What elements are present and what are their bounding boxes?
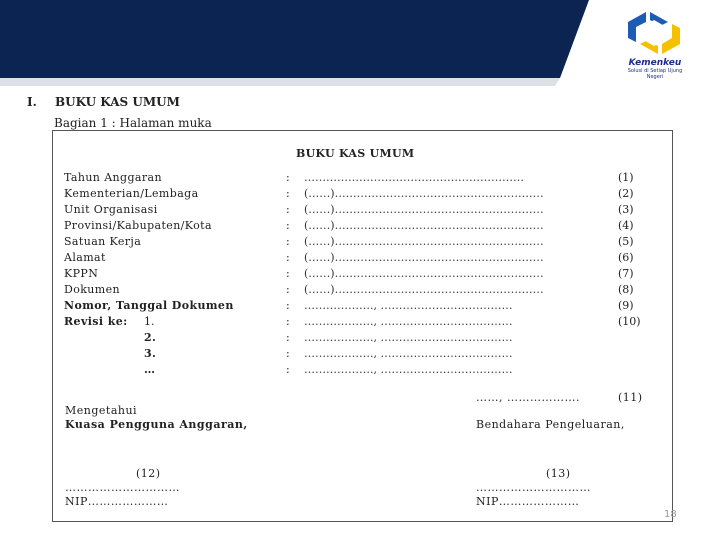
row-label: Dokumen bbox=[64, 283, 121, 296]
signature-right-name-line: ………………………… bbox=[476, 481, 591, 494]
revision-number: … bbox=[144, 363, 156, 376]
revision-row bbox=[64, 347, 664, 363]
page-number: 18 bbox=[664, 509, 677, 520]
row-colon: : bbox=[286, 219, 290, 232]
row-value: ………………., ……………………………… bbox=[304, 299, 513, 312]
row-value: (……)………………………………………………… bbox=[304, 187, 544, 200]
signature-left-role: Kuasa Pengguna Anggaran, bbox=[65, 418, 248, 431]
form-row-provinsi bbox=[64, 219, 664, 235]
signature-left-line1: Mengetahui bbox=[65, 404, 138, 417]
signature-right-code: (13) bbox=[546, 467, 571, 480]
row-code: (10) bbox=[618, 315, 641, 328]
row-code: (4) bbox=[618, 219, 634, 232]
row-value: (……)………………………………………………… bbox=[304, 267, 544, 280]
row-label: Nomor, Tanggal Dokumen bbox=[64, 299, 234, 312]
signature-left-nip: NIP………………… bbox=[65, 495, 169, 508]
row-label: Tahun Anggaran bbox=[64, 171, 162, 184]
signature-left-code: (12) bbox=[136, 467, 161, 480]
row-code: (2) bbox=[618, 187, 634, 200]
row-value: ………………., ……………………………… bbox=[304, 331, 513, 344]
row-colon: : bbox=[286, 203, 290, 216]
form-row-tahun-anggaran bbox=[64, 171, 664, 187]
row-colon: : bbox=[286, 187, 290, 200]
row-label: Kementerian/Lembaga bbox=[64, 187, 199, 200]
row-code: (9) bbox=[618, 299, 634, 312]
row-label: Satuan Kerja bbox=[64, 235, 142, 248]
section-title: BUKU KAS UMUM bbox=[55, 95, 180, 109]
row-code: (8) bbox=[618, 283, 634, 296]
row-colon: : bbox=[286, 171, 290, 184]
row-label: KPPN bbox=[64, 267, 99, 280]
row-colon: : bbox=[286, 251, 290, 264]
row-colon: : bbox=[286, 299, 290, 312]
row-colon: : bbox=[286, 331, 290, 344]
row-colon: : bbox=[286, 267, 290, 280]
row-code: (7) bbox=[618, 267, 634, 280]
row-value: ………………., ……………………………… bbox=[304, 315, 513, 328]
row-value: (……)………………………………………………… bbox=[304, 219, 544, 232]
row-label: Revisi ke: bbox=[64, 315, 128, 328]
form-row-dokumen bbox=[64, 283, 664, 299]
row-code: (6) bbox=[618, 251, 634, 264]
row-label: Unit Organisasi bbox=[64, 203, 158, 216]
date-line-code: (11) bbox=[618, 391, 643, 404]
signature-right-role: Bendahara Pengeluaran, bbox=[476, 418, 625, 431]
form-row-alamat bbox=[64, 251, 664, 267]
header-band bbox=[0, 0, 720, 86]
row-value: ………………., ……………………………… bbox=[304, 363, 513, 376]
row-value: (……)………………………………………………… bbox=[304, 283, 544, 296]
row-code: (3) bbox=[618, 203, 634, 216]
header-shape bbox=[0, 0, 720, 86]
form-row-unit-organisasi bbox=[64, 203, 664, 219]
revision-number: 2. bbox=[144, 331, 157, 344]
form-row-kppn bbox=[64, 267, 664, 283]
row-value: (……)………………………………………………… bbox=[304, 203, 544, 216]
revision-number: 3. bbox=[144, 347, 157, 360]
row-value: (……)………………………………………………… bbox=[304, 251, 544, 264]
row-colon: : bbox=[286, 347, 290, 360]
logo-text bbox=[620, 58, 690, 80]
form-row-nomor-tanggal bbox=[64, 299, 664, 315]
row-colon: : bbox=[286, 235, 290, 248]
row-label: Provinsi/Kabupaten/Kota bbox=[64, 219, 212, 232]
signature-left-name-line: ………………………… bbox=[65, 481, 180, 494]
form-row-satuan-kerja bbox=[64, 235, 664, 251]
row-code: (1) bbox=[618, 171, 634, 184]
row-value: …………………………………………………… bbox=[304, 171, 524, 184]
section-heading bbox=[27, 95, 180, 109]
row-value: ………………., ……………………………… bbox=[304, 347, 513, 360]
revision-row bbox=[64, 363, 664, 379]
form-row-kementerian-lembaga bbox=[64, 187, 664, 203]
signature-right-nip: NIP………………… bbox=[476, 495, 580, 508]
brand-name: Kemenkeu bbox=[628, 58, 682, 68]
revision-row bbox=[64, 331, 664, 347]
date-line: ……, ………………. bbox=[476, 391, 580, 404]
row-colon: : bbox=[286, 363, 290, 376]
section-subtitle: Bagian 1 : Halaman muka bbox=[54, 116, 212, 130]
form-title: BUKU KAS UMUM bbox=[296, 147, 415, 160]
row-colon: : bbox=[286, 315, 290, 328]
revision-number: 1. bbox=[144, 315, 155, 328]
row-colon: : bbox=[286, 283, 290, 296]
section-number: I. bbox=[27, 95, 37, 109]
row-value: (……)………………………………………………… bbox=[304, 235, 544, 248]
row-label: Alamat bbox=[64, 251, 106, 264]
row-code: (5) bbox=[618, 235, 634, 248]
brand-tagline: Solusi di Setiap Ujung Negeri bbox=[627, 68, 683, 80]
